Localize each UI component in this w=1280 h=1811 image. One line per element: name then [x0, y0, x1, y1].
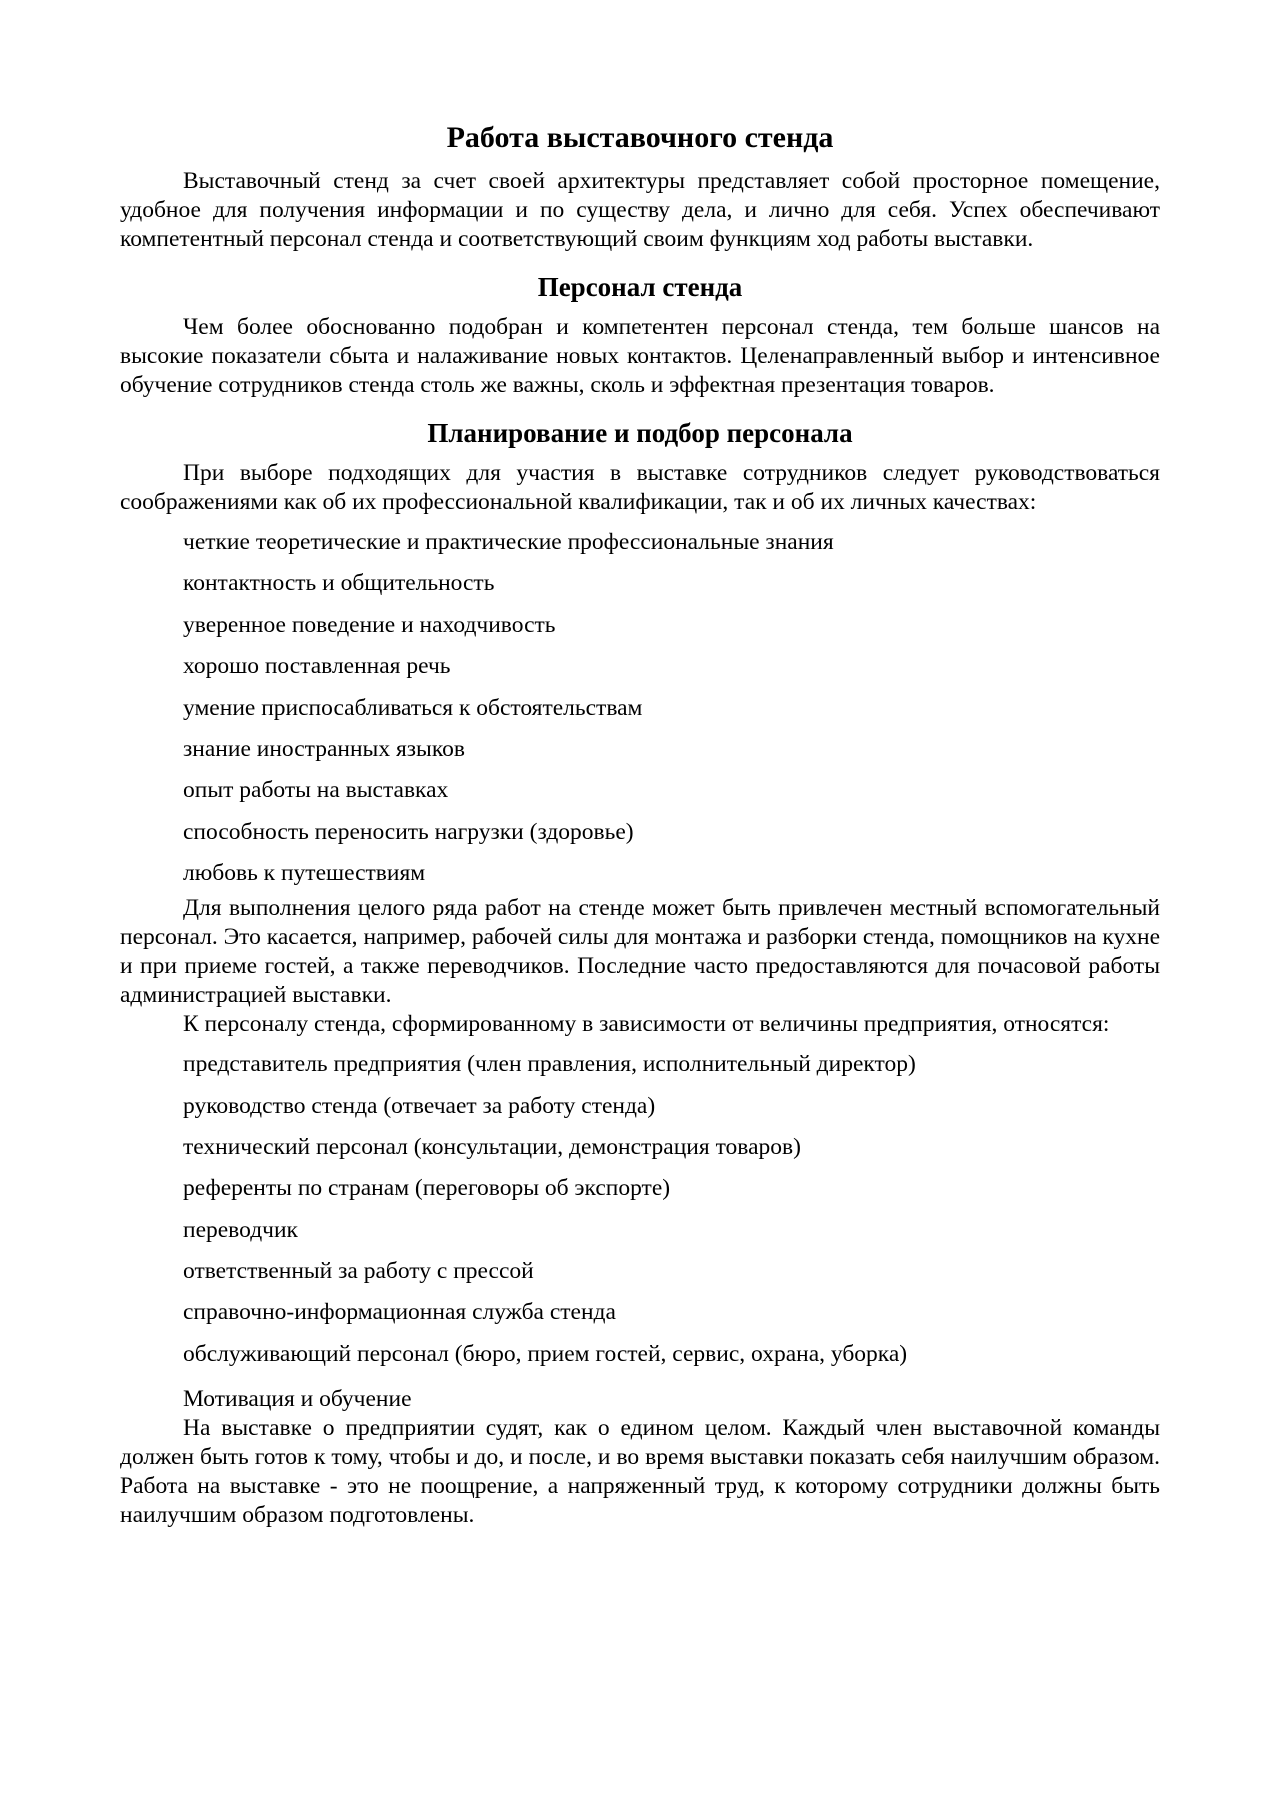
- qualities-list: [120, 528, 1160, 890]
- list-item: знание иностранных языков: [183, 735, 465, 762]
- document-title: Работа выставочного стенда: [446, 121, 834, 154]
- list-item: контактность и общительность: [183, 570, 495, 597]
- staff-list: [120, 1050, 1160, 1381]
- list-item: переводчик: [183, 1216, 298, 1243]
- list-item: умение приспосабливаться к обстоятельствам: [183, 694, 643, 721]
- list-item: технический персонал (консультации, демонстрация товаров): [183, 1133, 801, 1160]
- staff-paragraph: Чем более обоснованно подобран и компетентен персонал стенда, тем больше шансов на высокие показатели сбыта и налаживание новых контактов. Целенаправленный выбор и интенсивное обучение сотрудников стенда столь же важны, сколь и эффектная презентация товаров.: [120, 314, 1160, 398]
- list-item: справочно-информационная служба стенда: [183, 1299, 616, 1326]
- list-item: опыт работы на выставках: [183, 777, 449, 804]
- list-item: уверенное поведение и находчивость: [183, 611, 556, 638]
- document-page: [120, 118, 1160, 1530]
- list-item: хорошо поставленная речь: [183, 653, 451, 680]
- list-item: руководство стенда (отвечает за работу стенда): [183, 1092, 656, 1119]
- support-staff-paragraph: Для выполнения целого ряда работ на стенде может быть привлечен местный вспомогательный персонал. Это касается, например, рабочей силы для монтажа и разборки стенда, помощников на кухне и при приеме гостей, а также переводчиков. Последние часто предоставляются для почасовой работы администрацией выставки.: [120, 895, 1160, 1009]
- section-heading-staff: Персонал стенда: [537, 272, 743, 302]
- section-heading-motivation: Мотивация и обучение: [183, 1386, 412, 1413]
- list-item: ответственный за работу с прессой: [183, 1258, 534, 1285]
- list-item: любовь к путешествиям: [183, 860, 426, 887]
- list-item: референты по странам (переговоры об экспорте): [183, 1175, 671, 1202]
- list-item: способность переносить нагрузки (здоровье): [183, 818, 634, 845]
- list-item: обслуживающий персонал (бюро, прием гостей, сервис, охрана, уборка): [183, 1340, 908, 1367]
- section-heading-planning: Планирование и подбор персонала: [427, 418, 853, 448]
- staff-composition-paragraph: К персоналу стенда, сформированному в зависимости от величины предприятия, относятся:: [183, 1011, 1110, 1038]
- list-item: представитель предприятия (член правления, исполнительный директор): [183, 1051, 916, 1078]
- list-item: четкие теоретические и практические профессиональные знания: [183, 529, 834, 555]
- motivation-paragraph: На выставке о предприятии судят, как о едином целом. Каждый член выставочной команды должен быть готов к тому, чтобы и до, и после, и во время выставки показать себя наилучшим образом. Работа на выставке - это не поощрение, а напряженный труд, к которому сотрудники должны быть наилучшим образом подготовлены.: [120, 1415, 1160, 1529]
- planning-paragraph: При выборе подходящих для участия в выставке сотрудников следует руководствоваться соображениями как об их профессиональной квалификации, так и об их личных качествах:: [120, 460, 1160, 515]
- intro-paragraph: Выставочный стенд за счет своей архитектуры представляет собой просторное помещение, удобное для получения информации и по существу дела, и лично для себя. Успех обеспечивают компетентный персонал стенда и соответствующий своим функциям ход работы выставки.: [120, 168, 1160, 252]
